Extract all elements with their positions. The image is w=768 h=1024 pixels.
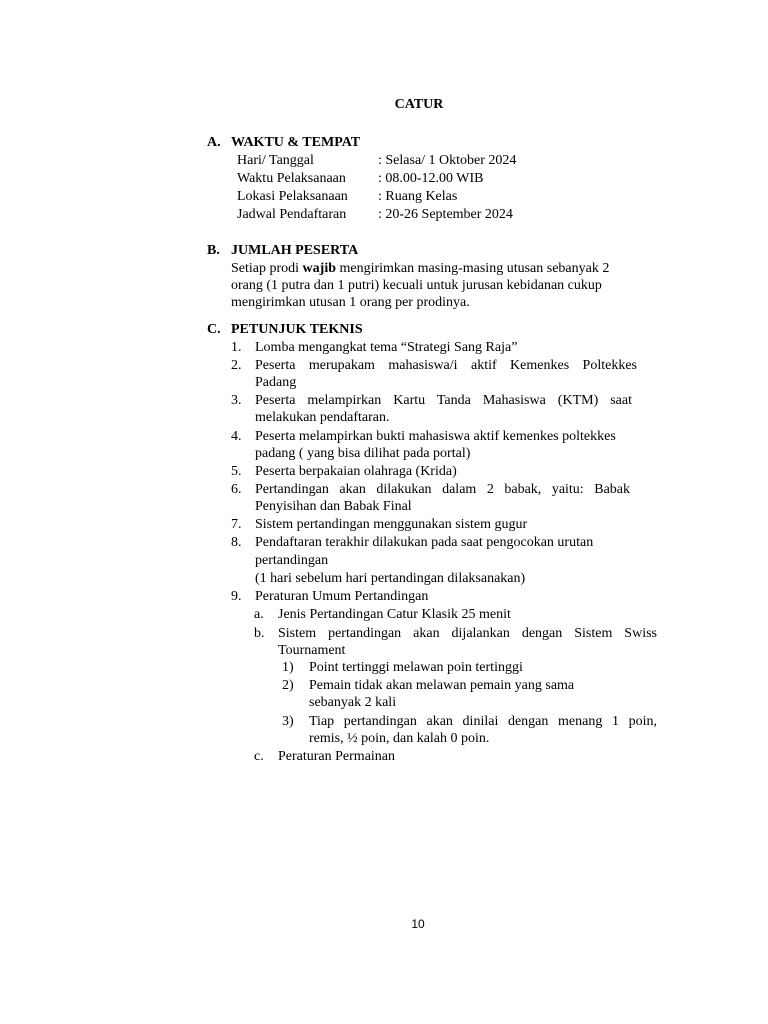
sublist-item-letter: b.	[254, 626, 265, 641]
list-item-text: melakukan pendaftaran.	[255, 410, 390, 425]
section-a-marker: A.	[207, 135, 221, 150]
list-item-number: 1.	[231, 340, 242, 355]
page-number: 10	[411, 917, 425, 931]
document-title: CATUR	[394, 97, 444, 112]
section-b-marker: B.	[207, 243, 220, 258]
info-label-location: Lokasi Pelaksanaan	[237, 189, 348, 204]
sublist-item-text: Tournament	[278, 643, 346, 658]
nested-item-number: 2)	[282, 678, 294, 693]
participants-paragraph-line: orang (1 putra dan 1 putri) kecuali untuk jurusan kebidanan cukup	[231, 278, 602, 293]
list-item-text: (1 hari sebelum hari pertandingan dilaksanakan)	[255, 571, 526, 586]
list-item-text: Peserta merupakam mahasiswa/i aktif Kemenkes Poltekkes	[255, 358, 637, 373]
list-item-text: pertandingan	[255, 553, 329, 568]
nested-item-text: Tiap pertandingan akan dinilai dengan menang 1 poin,	[309, 714, 657, 729]
nested-item-text: Point tertinggi melawan poin tertinggi	[309, 660, 523, 675]
nested-item-text: sebanyak 2 kali	[309, 695, 397, 710]
info-value-date: : Selasa/ 1 Oktober 2024	[378, 153, 517, 168]
list-item-number: 5.	[231, 464, 242, 479]
participants-paragraph-line: mengirimkan utusan 1 orang per prodinya.	[231, 295, 470, 310]
sublist-item-text: Jenis Pertandingan Catur Klasik 25 menit	[278, 607, 511, 622]
participants-paragraph-line	[231, 260, 609, 278]
info-value-time: : 08.00-12.00 WIB	[378, 171, 484, 186]
section-a-heading: WAKTU & TEMPAT	[231, 135, 361, 150]
info-label-registration: Jadwal Pendaftaran	[237, 207, 347, 222]
list-item-text: Padang	[255, 375, 297, 390]
info-label-time: Waktu Pelaksanaan	[237, 171, 346, 186]
sublist-item-text: Peraturan Permainan	[278, 749, 396, 764]
list-item-text: Peraturan Umum Pertandingan	[255, 589, 429, 604]
list-item-number: 8.	[231, 535, 242, 550]
sublist-item-letter: a.	[254, 607, 264, 622]
paragraph-emphasis: wajib	[302, 261, 336, 276]
list-item-text: Pertandingan akan dilakukan dalam 2 babak, yaitu: Babak	[255, 482, 630, 497]
list-item-number: 2.	[231, 358, 242, 373]
list-item-number: 6.	[231, 482, 242, 497]
nested-item-number: 3)	[282, 714, 294, 729]
list-item-number: 9.	[231, 589, 242, 604]
list-item-text: Penyisihan dan Babak Final	[255, 499, 412, 514]
list-item-text: padang ( yang bisa dilihat pada portal)	[255, 446, 471, 461]
section-c-heading: PETUNJUK TEKNIS	[231, 322, 363, 337]
nested-item-text: Pemain tidak akan melawan pemain yang sama	[309, 678, 575, 693]
list-item-text: Peserta melampirkan bukti mahasiswa aktif kemenkes poltekkes	[255, 429, 616, 444]
list-item-text: Peserta melampirkan Kartu Tanda Mahasiswa (KTM) saat	[255, 393, 632, 408]
paragraph-text: Setiap prodi	[231, 261, 303, 276]
list-item-number: 7.	[231, 517, 242, 532]
list-item-number: 4.	[231, 429, 242, 444]
list-item-number: 3.	[231, 393, 242, 408]
nested-item-text: remis, ½ poin, dan kalah 0 poin.	[309, 731, 490, 746]
paragraph-text: mengirimkan masing-masing utusan sebanyak 2	[336, 261, 610, 276]
list-item-text: Lomba mengangkat tema “Strategi Sang Raja”	[255, 340, 518, 355]
sublist-item-letter: c.	[254, 749, 264, 764]
sublist-item-text: Sistem pertandingan akan dijalankan dengan Sistem Swiss	[278, 626, 657, 641]
section-c-marker: C.	[207, 322, 221, 337]
nested-item-number: 1)	[282, 660, 294, 675]
list-item-text: Peserta berpakaian olahraga (Krida)	[255, 464, 457, 479]
list-item-text: Sistem pertandingan menggunakan sistem gugur	[255, 517, 528, 532]
section-b-heading: JUMLAH PESERTA	[231, 243, 359, 258]
info-label-date: Hari/ Tanggal	[237, 153, 314, 168]
info-value-location: : Ruang Kelas	[378, 189, 458, 204]
info-value-registration: : 20-26 September 2024	[378, 207, 513, 222]
list-item-text: Pendaftaran terakhir dilakukan pada saat pengocokan urutan	[255, 535, 594, 550]
